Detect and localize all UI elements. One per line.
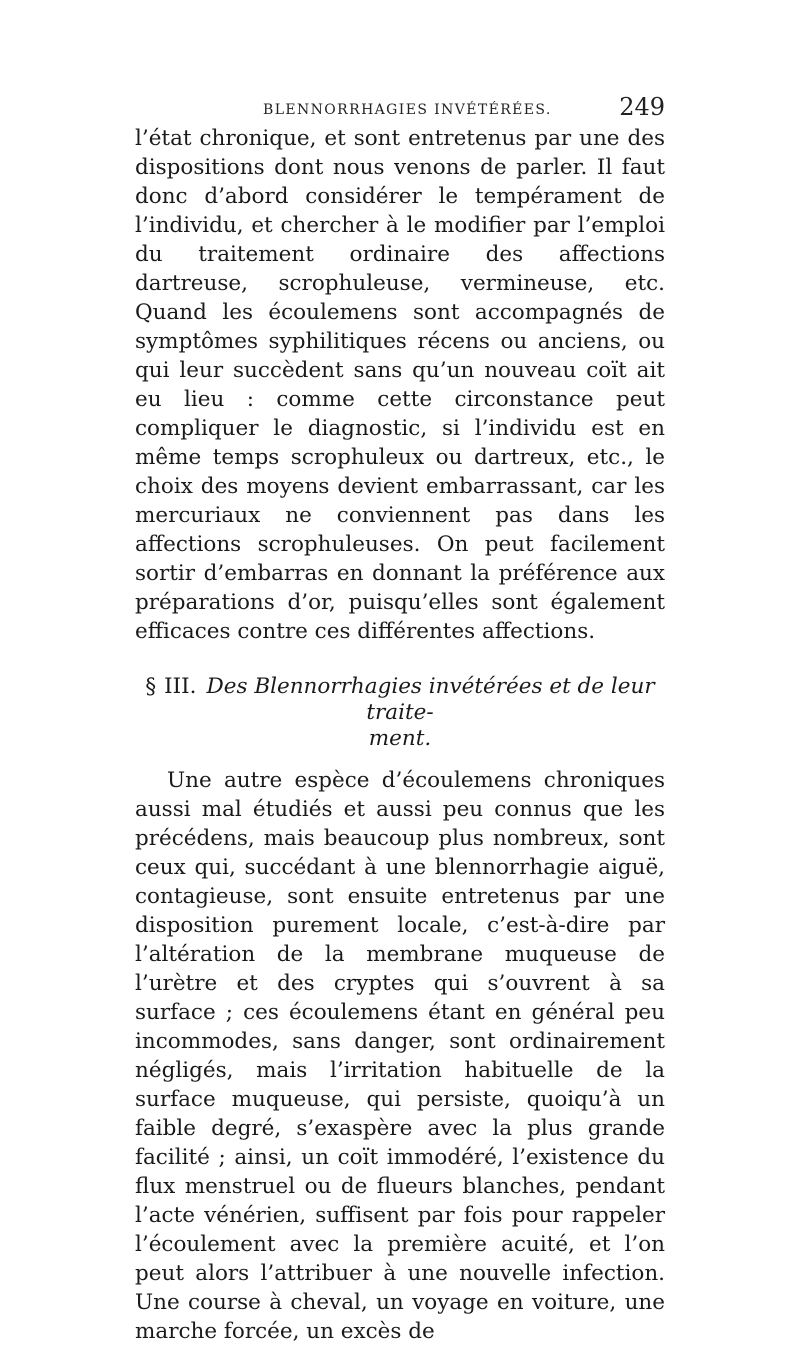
section-number: III. — [164, 674, 197, 699]
running-title: BLENNORRHAGIES INVÉTÉRÉES. — [263, 102, 552, 118]
paragraph-continued: l’état chronique, et sont entretenus par une des dispositions dont nous venons de parler. Il faut donc d’abord considérer le tempérament de l’individu, et chercher à le modifier par l’emploi du traitement ordinaire des affections dartreuse, scrophuleuse, vermineuse, etc. Quand les écoulemens sont accompagnés de symptômes syphilitiques récens ou anciens, ou qui leur succèdent sans qu’un nouveau coït ait eu lieu : comme cette circonstance peut compliquer le diagnostic, si l’individu est en même temps scrophuleux ou dartreux, etc., le choix des moyens devient embarrassant, car les mercuriaux ne conviennent pas dans les affections scrophuleuses. On peut facilement sortir d’embarras en donnant la préférence aux préparations d’or, puisqu’elles sont également efficaces contre ces différentes affections. — [135, 126, 665, 644]
running-head — [135, 93, 665, 126]
section-heading-line-2 — [135, 726, 665, 752]
section-title-part-2: ment. — [368, 726, 432, 751]
section-heading — [135, 674, 665, 752]
section-title-part-1: Des Blennorrhagies invétérées et de leur traite- — [206, 674, 655, 725]
section-mark: § — [145, 674, 157, 699]
paragraph-section-body: Une autre espèce d’écoulemens chroniques aussi mal étudiés et aussi peu connus que les précédens, mais beaucoup plus nombreux, sont ceux qui, succédant à une blennorrhagie aiguë, contagieuse, sont ensuite entretenus par une disposition purement locale, c’est-à-dire par l’altération de la membrane muqueuse de l’urètre et des cryptes qui s’ouvrent à sa surface ; ces écoulemens étant en général peu incommodes, sans danger, sont ordinairement négligés, mais l’irritation habituelle de la surface muqueuse, qui persiste, quoiqu’à un faible degré, s’exaspère avec la plus grande facilité ; ainsi, un coït immodéré, l’existence du flux menstruel ou de flueurs blanches, pendant l’acte vénérien, suffisent par fois pour rappeler l’écoulement avec la première acuité, et l’on peut alors l’attribuer à une nouvelle infection. Une course à cheval, un voyage en voiture, une marche forcée, un excès de — [135, 768, 665, 1344]
page-number: 249 — [619, 93, 665, 121]
section-heading-line-1 — [135, 674, 665, 726]
text-block — [135, 124, 665, 1346]
